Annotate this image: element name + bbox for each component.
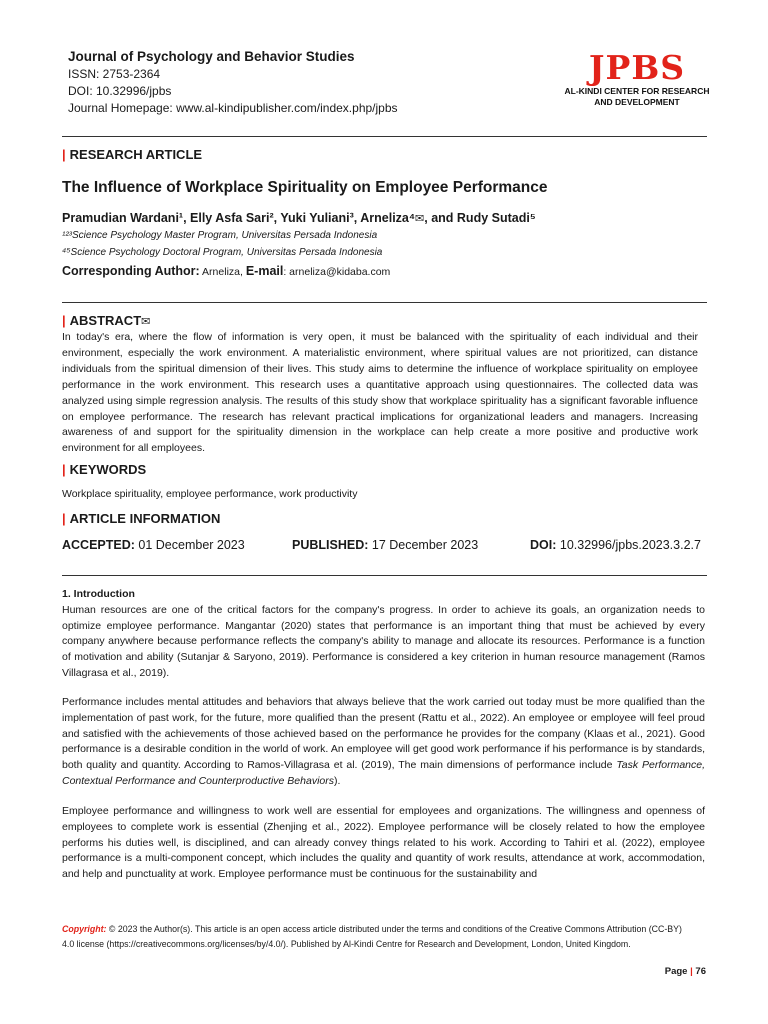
article-info-heading-label: ARTICLE INFORMATION [69,511,221,526]
page-label: Page [664,966,688,977]
page-separator: | [690,966,693,977]
article-info-heading [62,511,220,527]
header-divider [62,136,707,137]
published-value: 17 December 2023 [368,538,479,552]
keywords-text: Workplace spirituality, employee performance, work productivity [62,488,358,500]
body-divider [62,575,707,576]
paragraph-italic-text: Task Performance, Contextual Performance and Counterproductive Behaviors [62,759,705,787]
journal-homepage[interactable]: Journal Homepage: www.al-kindipublisher.com/index.php/jpbs [68,101,398,115]
logo-subtitle-line2: AND DEVELOPMENT [594,97,680,107]
affiliation-1: ¹²³Science Psychology Master Program, Universitas Persada Indonesia [62,230,378,241]
corresponding-name: Arneliza, [199,266,246,278]
journal-doi: DOI: 10.32996/jpbs [68,84,172,98]
corresponding-author [62,264,390,280]
abstract-heading-label: ABSTRACT [69,313,142,328]
published-label: PUBLISHED: [292,538,369,552]
page-number-value: 76 [695,966,706,977]
accepted-label: ACCEPTED: [62,538,135,552]
corresponding-label: Corresponding Author: [62,264,200,278]
accent-bar: | [62,147,66,162]
accent-bar: | [62,313,66,328]
introduction-paragraph-3: Employee performance and willingness to work well are essential for employees and organizations. The willingness and openness of employees to complete work is essential (Zhenjing et al., 2022). Employee performance will be closely related to how the employee performs his duties well, is disciplined, and can already convey things related to his work. According to Tahiri et al. (2022), employee performance is a multi-component concept, which includes the quality and quantity of work results, attendance at work, accommodation, and help and punctuality at work. Employee performance must be continuous for the sustainability and [62,805,705,881]
envelope-icon[interactable]: ✉ [415,213,425,225]
abstract-divider [62,302,707,303]
keywords-heading-label: KEYWORDS [69,462,147,477]
article-title: The Influence of Workplace Spirituality on Employee Performance [62,179,548,196]
paragraph-text: Human resources are one of the critical factors for the company's progress. In order to achieve its goals, an organization needs to optimize employee performance. Mangantar (2020) states that performance is an important thing that must be achieved by every company anywhere because performance reflects the company's ability to manage and allocate its resources. Performance is a function of motivation and ability (Sutanjar & Saryono, 2019). Performance is considered a key criterion in human resource management (Ramos Villagrasa et al., 2019). [62,603,705,679]
section-heading: 1. Introduction [62,588,135,600]
copyright-text: © 2023 the Author(s). This article is an open access article distributed under the terms and conditions of the Creative Commons Attribution (CC-BY) 4.0 license (https://creativecommons.org/licenses/by/4.0/). Published by Al-Kindi Centre for Research and Development, London, United Kingdom. [62,924,682,949]
accepted-date [62,537,245,553]
article-type [62,147,202,163]
article-doi [530,537,701,553]
doi-value[interactable]: 10.32996/jpbs.2023.3.2.7 [556,538,701,552]
authors-tail: , and Rudy Sutadi⁵ [424,211,536,225]
keywords-heading [62,462,146,478]
doi-label: DOI: [530,538,557,552]
affiliation-2: ⁴⁵Science Psychology Doctoral Program, Universitas Persada Indonesia [62,247,383,258]
article-type-label: RESEARCH ARTICLE [69,147,203,162]
abstract-text: In today's era, where the flow of information is very open, it must be balanced with the spirituality of each individual and their environment, especially the work environment. A materialistic environment, where spiritual values are not prioritized, can distance individuals from the spiritual dimension of their lives. This study aims to determine the influence of workplace spirituality on employee performance in the work environment. This research uses a quantitative approach using questionnaires. The collected data was analyzed using simple regression analysis. The results of this study show that workplace spirituality has a significant favorable influence on employee performance. The research has relevant practical implications for organizational leaders and managers. Increasing awareness of and support for the spirituality dimension in the workplace can help create a more positive and productive work environment for all employees. [62,331,698,455]
email-label: E-mail [245,264,284,278]
page-number [665,966,706,977]
journal-header [68,48,528,117]
accepted-value: 01 December 2023 [134,538,245,552]
accent-bar: | [62,462,66,477]
email-value[interactable]: : arneliza@kidaba.com [283,266,391,278]
accent-bar: | [62,511,66,526]
published-date [292,537,478,553]
logo-subtitle-line1: AL-KINDI CENTER FOR RESEARCH [564,86,710,96]
paragraph-text: Performance includes mental attitudes and behaviors that always believe that the work carried out today must be more qualified than the implementation of past work, for the future, more qualified than the present (Rattu et al., 2022). An employee or employee will feel proud and satisfied with the achievements of those achieved based on the performance he provides for the company (Klaas et al., 2021). Good performance is a desirable condition in the world of work. An employee will get good work performance if his performance is by standards, both quality and quantity. According to Ramos-Villagrasa et al. (2019), The main dimensions of performance include [62,696,705,772]
abstract-heading [62,313,150,330]
introduction-paragraph-2 [62,695,705,790]
journal-issn: ISSN: 2753-2364 [68,67,161,81]
journal-logo [562,50,712,108]
copyright-label: Copyright: [62,924,107,934]
envelope-icon: ✉ [141,316,151,328]
author-list [62,210,536,227]
journal-name: Journal of Psychology and Behavior Studies [68,49,355,64]
paragraph-end: ). [334,774,341,787]
authors-text: Pramudian Wardani¹, Elly Asfa Sari², Yuki Yuliani³, Arneliza⁴ [62,211,416,225]
copyright-notice [62,922,692,952]
introduction-paragraph-1 [62,587,705,682]
logo-text: JPBS [588,48,686,87]
